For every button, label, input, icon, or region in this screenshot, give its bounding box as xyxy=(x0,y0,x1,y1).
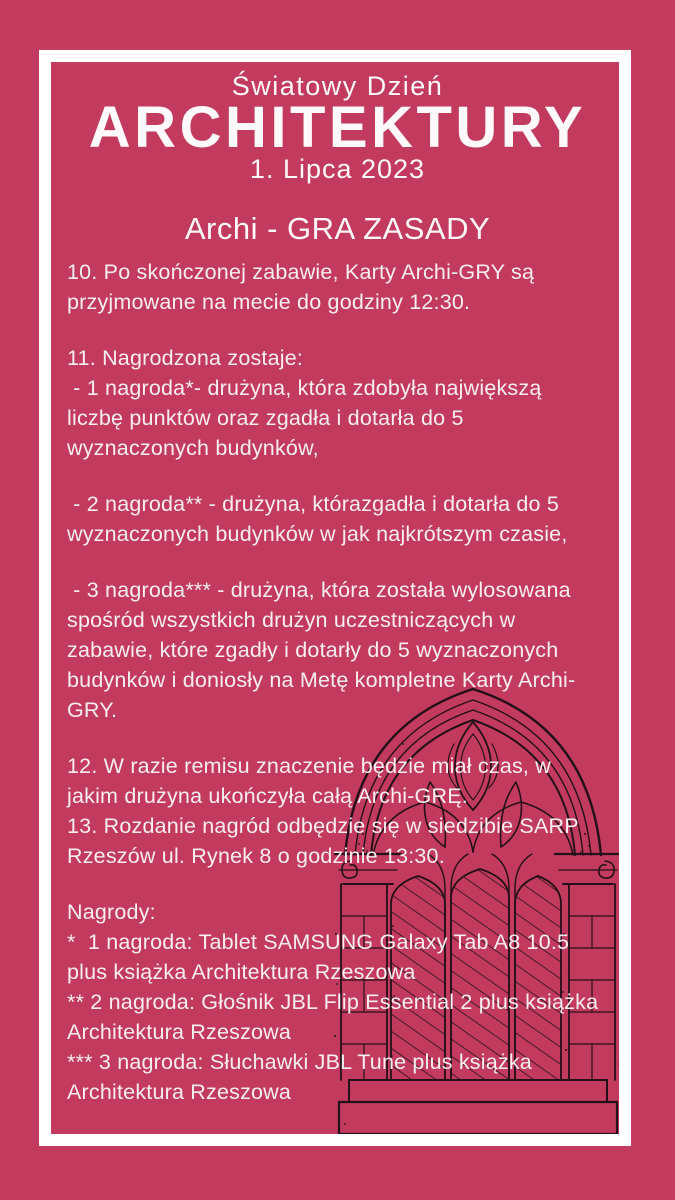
rule-line: 13. Rozdanie nagród odbędzie się w siedzibie SARP xyxy=(67,814,579,838)
prize-line: plus książka Architektura Rzeszowa xyxy=(67,960,416,984)
prize-line: * 1 nagroda: Tablet SAMSUNG Galaxy Tab A8 10.5 xyxy=(67,930,570,954)
rule-line: 10. Po skończonej zabawie, Karty Archi-GRY są xyxy=(67,260,535,284)
rule-paragraph-11 xyxy=(67,343,655,463)
event-kicker: Światowy Dzień xyxy=(231,71,444,101)
rule-line: 12. W razie remisu znaczenie będzie miał czas, w xyxy=(67,754,551,778)
prizes-list xyxy=(67,897,655,1107)
rule-line: budynków i doniosły na Metę kompletne Karty Archi- xyxy=(67,668,576,692)
rule-line: zabawie, które zgadły i dotarły do 5 wyznaczonych xyxy=(67,638,559,662)
rule-paragraph-prize3 xyxy=(67,575,655,725)
event-title: ARCHITEKTURY xyxy=(88,95,587,160)
rule-line: wyznaczonych budynków w jak najkrótszym czasie, xyxy=(67,522,568,546)
rule-line: GRY. xyxy=(67,698,118,722)
prize-line: ** 2 nagroda: Głośnik JBL Flip Essential 2 plus książka xyxy=(67,990,599,1014)
rule-line: - 3 nagroda*** - drużyna, która została wylosowana xyxy=(67,578,571,602)
section-title: Archi - GRA ZASADY xyxy=(184,211,491,246)
prize-line: Architektura Rzeszowa xyxy=(67,1080,292,1104)
rule-line: wyznaczonych budynków, xyxy=(67,436,319,460)
rule-line: liczbę punktów oraz zgadła i dotarła do 5 xyxy=(67,406,464,430)
prize-line: Architektura Rzeszowa xyxy=(67,1020,292,1044)
prize-line: *** 3 nagroda: Słuchawki JBL Tune plus książka xyxy=(67,1050,532,1074)
rule-line: 11. Nagrodzona zostaje: xyxy=(67,346,304,370)
rule-line: przyjmowane na mecie do godziny 12:30. xyxy=(67,290,471,314)
rules-text xyxy=(67,257,655,1133)
rule-paragraph-prize2 xyxy=(67,489,655,549)
rule-paragraph-10 xyxy=(67,257,655,317)
rule-line: spośród wszystkich drużyn uczestniczących w xyxy=(67,608,516,632)
rule-line: jakim drużyna ukończyła całą Archi-GRĘ. xyxy=(67,784,468,808)
rule-line: - 2 nagroda** - drużyna, którazgadła i dotarła do 5 xyxy=(67,492,560,516)
rule-paragraph-12-13 xyxy=(67,751,655,871)
rule-line: - 1 nagroda*- drużyna, która zdobyła największą xyxy=(67,376,542,400)
prizes-heading: Nagrody: xyxy=(67,900,156,924)
rule-line: Rzeszów ul. Rynek 8 o godzinie 13:30. xyxy=(67,844,445,868)
event-date: 1. Lipca 2023 xyxy=(249,154,426,184)
